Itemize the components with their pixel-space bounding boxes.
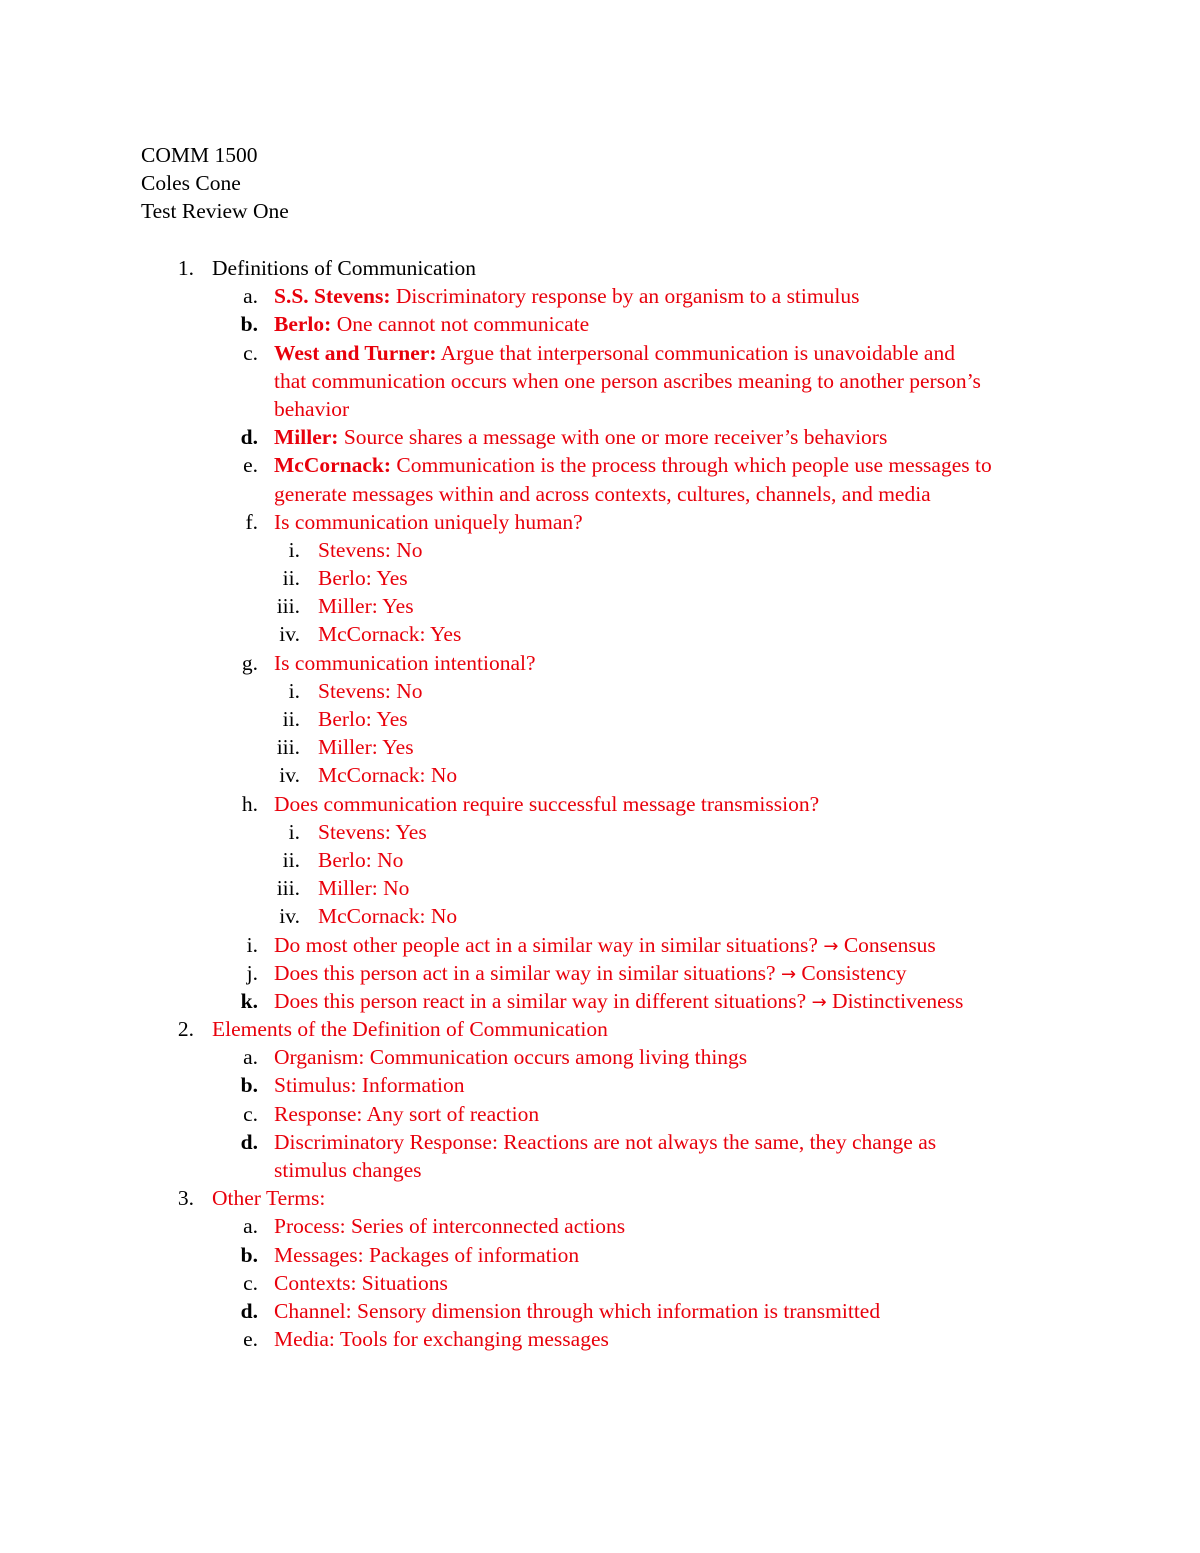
sub-item: [0, 902, 1200, 930]
section-title: Definitions of Communication: [212, 256, 476, 280]
item-definition: One cannot not communicate: [331, 312, 590, 337]
item-text: Response: Any sort of reaction: [274, 1101, 540, 1126]
section-number: 2.: [177, 1017, 194, 1042]
item-result: Distinctiveness: [826, 988, 964, 1013]
document-title: Test Review One: [141, 199, 289, 224]
item-marker: c.: [243, 1270, 258, 1295]
list-item: [0, 790, 1200, 818]
arrow-right-icon: →: [780, 963, 797, 985]
course-code: COMM 1500: [141, 143, 258, 167]
item-marker: d.: [240, 1299, 258, 1323]
item-definition: Source shares a message with one or more receiver’s behaviors: [338, 425, 888, 450]
sub-item: [0, 733, 1200, 761]
item-question: Does this person react in a similar way in different situations?: [274, 988, 812, 1013]
item-marker: a.: [243, 1045, 258, 1070]
sub-text: Miller: Yes: [318, 594, 414, 619]
arrow-right-icon: →: [823, 935, 839, 957]
item-text: Media: Tools for exchanging messages: [274, 1327, 609, 1352]
sub-marker: iii.: [276, 876, 300, 901]
item-text: [274, 282, 859, 310]
item-text: Stimulus: Information: [274, 1073, 465, 1098]
list-item: [0, 959, 1200, 987]
item-marker: a.: [243, 284, 258, 309]
list-item: [0, 931, 1200, 959]
list-item: [0, 282, 1200, 310]
item-question: Does communication require successful message transmission?: [274, 791, 820, 816]
list-item: [0, 1212, 1200, 1240]
item-question: Do most other people act in a similar way in similar situations?: [274, 932, 824, 957]
sub-text: McCornack: No: [318, 904, 458, 929]
item-marker: b.: [240, 312, 258, 337]
sub-item: [0, 592, 1200, 620]
item-text: Organism: Communication occurs among living things: [274, 1045, 748, 1070]
sub-item: [0, 705, 1200, 733]
list-item: [0, 1071, 1200, 1099]
sub-marker: iv.: [279, 904, 300, 929]
sub-item: [0, 536, 1200, 564]
sub-marker: iv.: [279, 763, 300, 788]
section-number: 3.: [177, 1186, 194, 1211]
section-heading: [0, 1015, 1200, 1043]
author-name: Coles Cone: [141, 171, 241, 196]
item-text: [274, 423, 887, 451]
sub-marker: ii.: [282, 566, 300, 591]
sub-item: [0, 564, 1200, 592]
item-marker: b.: [240, 1242, 258, 1267]
sub-marker: i.: [288, 678, 300, 703]
sub-marker: iv.: [279, 622, 300, 647]
item-text: Process: Series of interconnected actions: [274, 1214, 626, 1239]
item-marker: j.: [246, 960, 258, 985]
item-question: Does this person act in a similar way in similar situations?: [274, 960, 781, 985]
list-item: [0, 1297, 1200, 1325]
sub-marker: ii.: [282, 847, 300, 872]
item-definition: Discriminatory response by an organism to a stimulus: [390, 284, 860, 309]
sub-text: Berlo: Yes: [318, 566, 408, 591]
sub-marker: i.: [288, 819, 300, 844]
item-text: Discriminatory Response: Reactions are not always the same, they change as: [274, 1129, 937, 1154]
item-text: Messages: Packages of information: [274, 1242, 580, 1267]
list-item: [0, 423, 1200, 451]
section-number: 1.: [177, 256, 194, 280]
sub-text: McCornack: Yes: [318, 622, 462, 647]
section-title: Elements of the Definition of Communication: [212, 1017, 608, 1042]
sub-text: Miller: Yes: [318, 735, 414, 760]
item-continuation: that communication occurs when one person ascribes meaning to another person’s: [274, 368, 981, 393]
item-marker: g.: [241, 650, 258, 675]
item-text: Channel: Sensory dimension through which information is transmitted: [274, 1299, 881, 1323]
item-marker: b.: [240, 1073, 258, 1098]
list-item: [0, 987, 1200, 1015]
item-marker: h.: [241, 791, 258, 816]
sub-marker: ii.: [282, 707, 300, 732]
item-term: West and Turner:: [274, 340, 437, 365]
item-result: Consistency: [796, 960, 907, 985]
list-item: [0, 1100, 1200, 1128]
item-marker: c.: [243, 1101, 258, 1126]
item-marker: i.: [246, 932, 258, 957]
sub-text: Stevens: Yes: [318, 819, 427, 844]
item-question: Is communication intentional?: [274, 650, 536, 675]
sub-item: [0, 846, 1200, 874]
item-term: Miller:: [274, 425, 339, 450]
item-marker: k.: [240, 988, 258, 1013]
item-result: Consensus: [838, 932, 936, 957]
item-text: [274, 451, 992, 479]
section-title: Other Terms:: [212, 1186, 326, 1211]
list-item: [0, 1241, 1200, 1269]
list-item: [0, 1043, 1200, 1071]
item-continuation: behavior: [274, 396, 350, 421]
list-item: [0, 451, 1200, 507]
sub-item: [0, 677, 1200, 705]
item-text: [274, 310, 589, 338]
review-outline: [0, 254, 1200, 1353]
sub-marker: iii.: [276, 594, 300, 619]
sub-text: Stevens: No: [318, 678, 423, 703]
sub-text: Berlo: Yes: [318, 707, 408, 732]
section-heading: [0, 254, 1200, 282]
sub-text: Berlo: No: [318, 847, 404, 872]
item-marker: c.: [243, 340, 258, 365]
list-item: [0, 339, 1200, 424]
item-text: [274, 339, 955, 367]
sub-item: [0, 620, 1200, 648]
list-item: [0, 1269, 1200, 1297]
document-header: [141, 141, 289, 226]
item-continuation: generate messages within and across contexts, cultures, channels, and media: [274, 481, 931, 506]
list-item: [0, 310, 1200, 338]
sub-item: [0, 874, 1200, 902]
sub-text: McCornack: No: [318, 763, 458, 788]
sub-text: Miller: No: [318, 876, 410, 901]
item-text: [274, 959, 907, 989]
item-term: McCornack:: [274, 453, 392, 478]
sub-item: [0, 761, 1200, 789]
item-marker: f.: [245, 509, 258, 534]
sub-item: [0, 818, 1200, 846]
item-text: [274, 931, 936, 961]
item-definition: Argue that interpersonal communication is unavoidable and: [436, 340, 955, 365]
item-marker: e.: [243, 453, 258, 478]
item-marker: d.: [240, 1129, 258, 1154]
item-marker: d.: [240, 425, 258, 450]
item-definition: Communication is the process through which people use messages to: [391, 453, 992, 478]
item-question: Is communication uniquely human?: [274, 509, 583, 534]
sub-marker: i.: [288, 537, 300, 562]
list-item: [0, 1128, 1200, 1184]
item-text: [274, 987, 963, 1017]
item-continuation: stimulus changes: [274, 1158, 422, 1183]
item-marker: a.: [243, 1214, 258, 1239]
sub-text: Stevens: No: [318, 537, 423, 562]
arrow-right-icon: →: [811, 991, 827, 1013]
list-item: [0, 508, 1200, 536]
sub-marker: iii.: [276, 735, 300, 760]
item-text: Contexts: Situations: [274, 1270, 448, 1295]
item-marker: e.: [243, 1327, 258, 1352]
list-item: [0, 649, 1200, 677]
item-term: Berlo:: [274, 312, 332, 337]
section-heading: [0, 1184, 1200, 1212]
item-term: S.S. Stevens:: [274, 284, 391, 309]
list-item: [0, 1325, 1200, 1353]
